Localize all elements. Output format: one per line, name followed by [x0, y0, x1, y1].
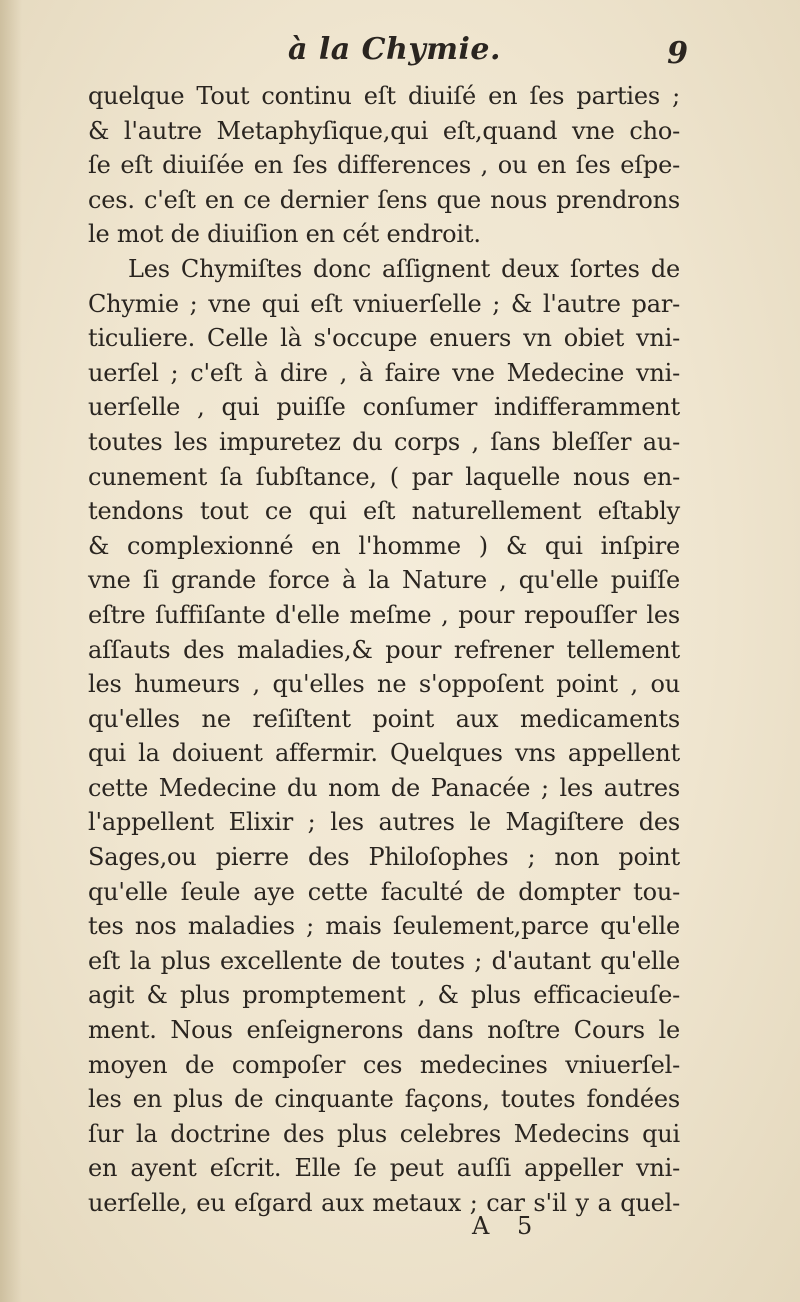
text-line: qu'elles ne reſiſtent point aux medicaments	[88, 704, 680, 733]
text-line: cunement ſa ſubſtance, ( par laquelle nous en-	[88, 462, 680, 491]
text-line: uerſelle , qui puiſſe conſumer indifferamment	[88, 393, 680, 422]
text-line: ment. Nous enſeignerons dans noſtre Cours le	[88, 1016, 680, 1045]
text-line: cette Medecine du nom de Panacée ; les autres	[88, 773, 680, 802]
text-line: les en plus de cinquante façons, toutes fondées	[88, 1085, 680, 1114]
text-line: qui la doiuent affermir. Quelques vns appellent	[88, 739, 680, 768]
text-line: vne ſi grande force à la Nature , qu'elle puiſſe	[88, 566, 680, 595]
text-line: & complexionné en l'homme ) & qui inſpire	[88, 531, 680, 560]
text-line: ticuliere. Celle là s'occupe enuers vn obiet vni-	[88, 324, 680, 353]
text-line: uerſelle, eu eſgard aux metaux ; car s'il y a quel-	[88, 1189, 680, 1217]
text-line: toutes les impuretez du corps , ſans bleſſer au-	[88, 427, 680, 456]
text-line: ces. c'eſt en ce dernier ſens que nous prendrons	[88, 185, 680, 214]
page-number: 9	[667, 36, 688, 71]
text-line: eſt la plus excellente de toutes ; d'autant qu'elle	[88, 946, 680, 975]
running-head	[88, 32, 688, 82]
text-line: l'appellent Elixir ; les autres le Magiſtere des	[88, 808, 680, 837]
text-line: moyen de compoſer ces medecines vniuerſel-	[88, 1050, 680, 1079]
text-line: eſtre ſuffiſante d'elle meſme , pour repouſſer les	[88, 600, 680, 629]
text-line: ſur la doctrine des plus celebres Medecins qui	[88, 1119, 680, 1148]
text-line: Chymie ; vne qui eſt vniuerſelle ; & l'autre par-	[88, 289, 680, 318]
text-line: ſe eſt diuiſée en ſes differences , ou en ſes eſpe-	[88, 151, 680, 180]
paragraph-first-line: Les Chymiſtes donc aſſignent deux ſortes de	[128, 254, 680, 283]
signature-mark: A 5	[472, 1212, 543, 1240]
text-line: agit & plus promptement , & plus efficacieuſe-	[88, 981, 680, 1010]
body-text	[88, 79, 680, 1221]
text-line: les humeurs , qu'elles ne s'oppoſent point , ou	[88, 670, 680, 699]
text-line: Sages,ou pierre des Philoſophes ; non point	[88, 843, 680, 872]
text-line: tes nos maladies ; mais ſeulement,parce qu'elle	[88, 912, 680, 941]
text-line: tendons tout ce qui eſt naturellement eſtably	[88, 497, 680, 526]
text-line: quelque Tout continu eſt diuiſé en ſes parties ;	[88, 82, 680, 110]
text-line: uerſel ; c'eſt à dire , à faire vne Medecine vni-	[88, 358, 680, 387]
text-line: & l'autre Metaphyſique,qui eſt,quand vne cho-	[88, 116, 680, 145]
text-line: qu'elle ſeule aye cette faculté de dompter tou-	[88, 877, 680, 906]
page-gutter-shadow	[0, 0, 22, 1302]
running-head-title: à la Chymie.	[288, 32, 501, 67]
text-line: aſſauts des maladies,& pour refrener tellement	[88, 635, 680, 664]
text-line: le mot de diuiſion en cét endroit.	[88, 220, 481, 249]
text-line: en ayent eſcrit. Elle ſe peut auſſi appeller vni-	[88, 1154, 680, 1183]
